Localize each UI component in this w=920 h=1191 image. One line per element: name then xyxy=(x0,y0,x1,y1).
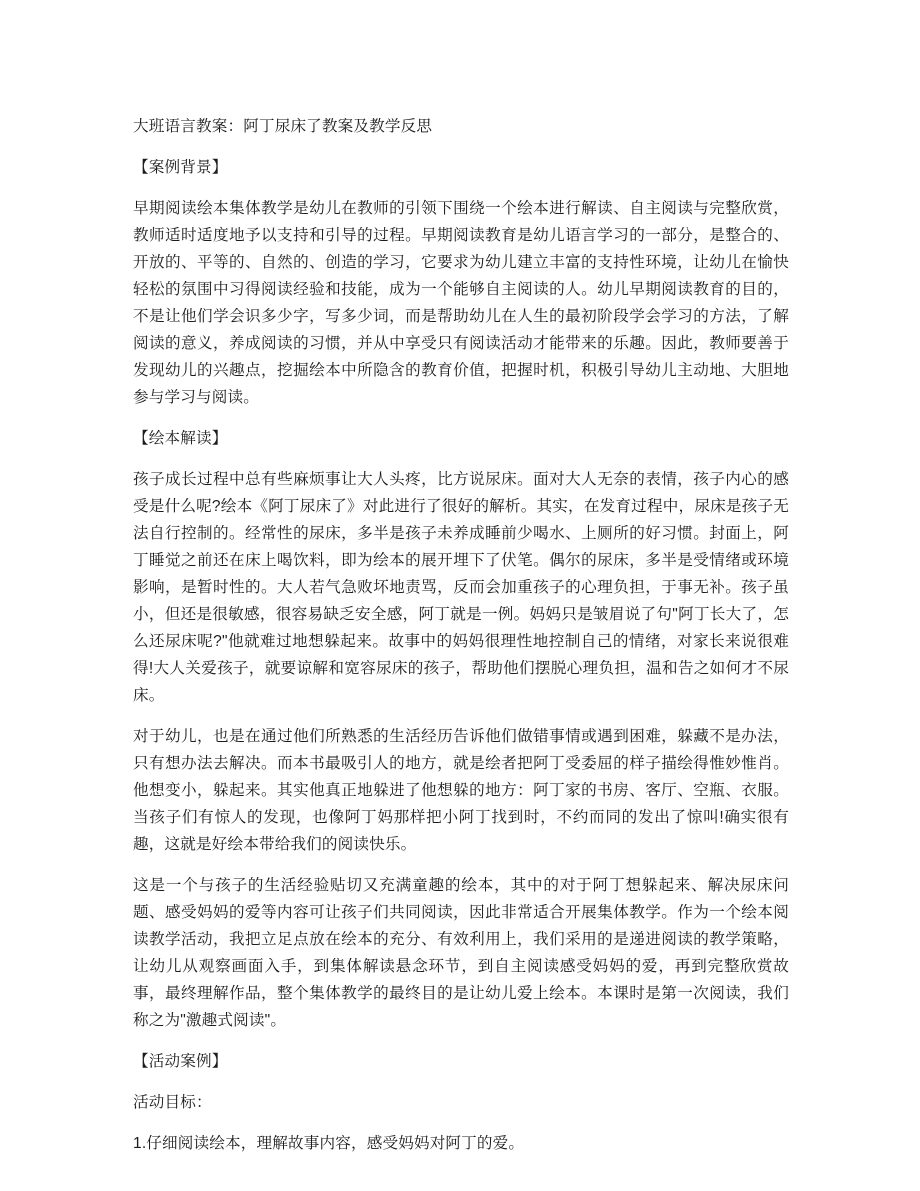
section-heading-case-background: 【案例背景】 xyxy=(133,159,228,176)
activity-objectives-label: 活动目标： xyxy=(133,1094,212,1111)
paragraph-case-background-1: 早期阅读绘本集体教学是幼儿在教师的引领下围绕一个绘本进行解读、自主阅读与完整欣赏，教师适时适度地予以支持和引导的过程。早期阅读教育是幼儿语言学习的一部分，是整合的、开放的、平等的、自然的、创造的学习，它要求为幼儿建立丰富的支持性环境，让幼儿在愉快轻松的氛围中习得阅读经验和技能，成为一个能够自主阅读的人。幼儿早期阅读教育的目的，不是让他们学会识多少字，写多少词，而是帮助幼儿在人生的最初阶段学会学习的方法，了解阅读的意义，养成阅读的习惯，并从中享受只有阅读活动才能带来的乐趣。因此，教师要善于发现幼儿的兴趣点，挖掘绘本中所隐含的教育价值，把握时机，积极引导幼儿主动地、大胆地参与学习与阅读。 xyxy=(133,200,789,406)
paragraph-interpretation-3: 这是一个与孩子的生活经验贴切又充满童趣的绘本，其中的对于阿丁想躲起来、解决尿床问题、感受妈妈的爱等内容可让孩子们共同阅读，因此非常适合开展集体教学。作为一个绘本阅读教学活动，我把立足点放在绘本的充分、有效利用上，我们采用的是递进阅读的教学策略，让幼儿从观察画面入手，到集体解读悬念环节，到自主阅读感受妈妈的爱，再到完整欣赏故事，最终理解作品，整个集体教学的最终目的是让幼儿爱上绘本。本课时是第一次阅读，我们称之为"激趣式阅读"。 xyxy=(133,877,789,1029)
document-title: 大班语言教案：阿丁尿床了教案及教学反思 xyxy=(133,118,433,135)
section-heading-activity-case: 【活动案例】 xyxy=(133,1053,228,1070)
document-body xyxy=(133,113,789,1171)
paragraph-interpretation-1: 孩子成长过程中总有些麻烦事让大人头疼，比方说尿床。面对大人无奈的表情，孩子内心的感受是什么呢?绘本《阿丁尿床了》对此进行了很好的解析。其实，在发育过程中，尿床是孩子无法自行控制的。经常性的尿床，多半是孩子未养成睡前少喝水、上厕所的好习惯。封面上，阿丁睡觉之前还在床上喝饮料，即为绘本的展开埋下了伏笔。偶尔的尿床，多半是受情绪或环境影响，是暂时性的。大人若气急败坏地责骂，反而会加重孩子的心理负担，于事无补。孩子虽小，但还是很敏感，很容易缺乏安全感，阿丁就是一例。妈妈只是皱眉说了句"阿丁长大了，怎么还尿床呢?"他就难过地想躲起来。故事中的妈妈很理性地控制自己的情绪，对家长来说很难得!大人关爱孩子，就要谅解和宽容尿床的孩子，帮助他们摆脱心理负担，温和告之如何才不尿床。 xyxy=(133,471,789,704)
section-heading-picture-book-interpretation: 【绘本解读】 xyxy=(133,430,228,447)
paragraph-interpretation-2: 对于幼儿，也是在通过他们所熟悉的生活经历告诉他们做错事情或遇到困难，躲藏不是办法，只有想办法去解决。而本书最吸引人的地方，就是绘者把阿丁受委屈的样子描绘得惟妙惟肖。他想变小，躲起来。其实他真正地躲进了他想躲的地方：阿丁家的书房、客厅、空瓶、衣服。当孩子们有惊人的发现，也像阿丁妈那样把小阿丁找到时，不约而同的发出了惊叫!确实很有趣，这就是好绘本带给我们的阅读快乐。 xyxy=(133,728,789,853)
activity-objective-item-1: 1.仔细阅读绘本，理解故事内容，感受妈妈对阿丁的爱。 xyxy=(133,1135,525,1152)
